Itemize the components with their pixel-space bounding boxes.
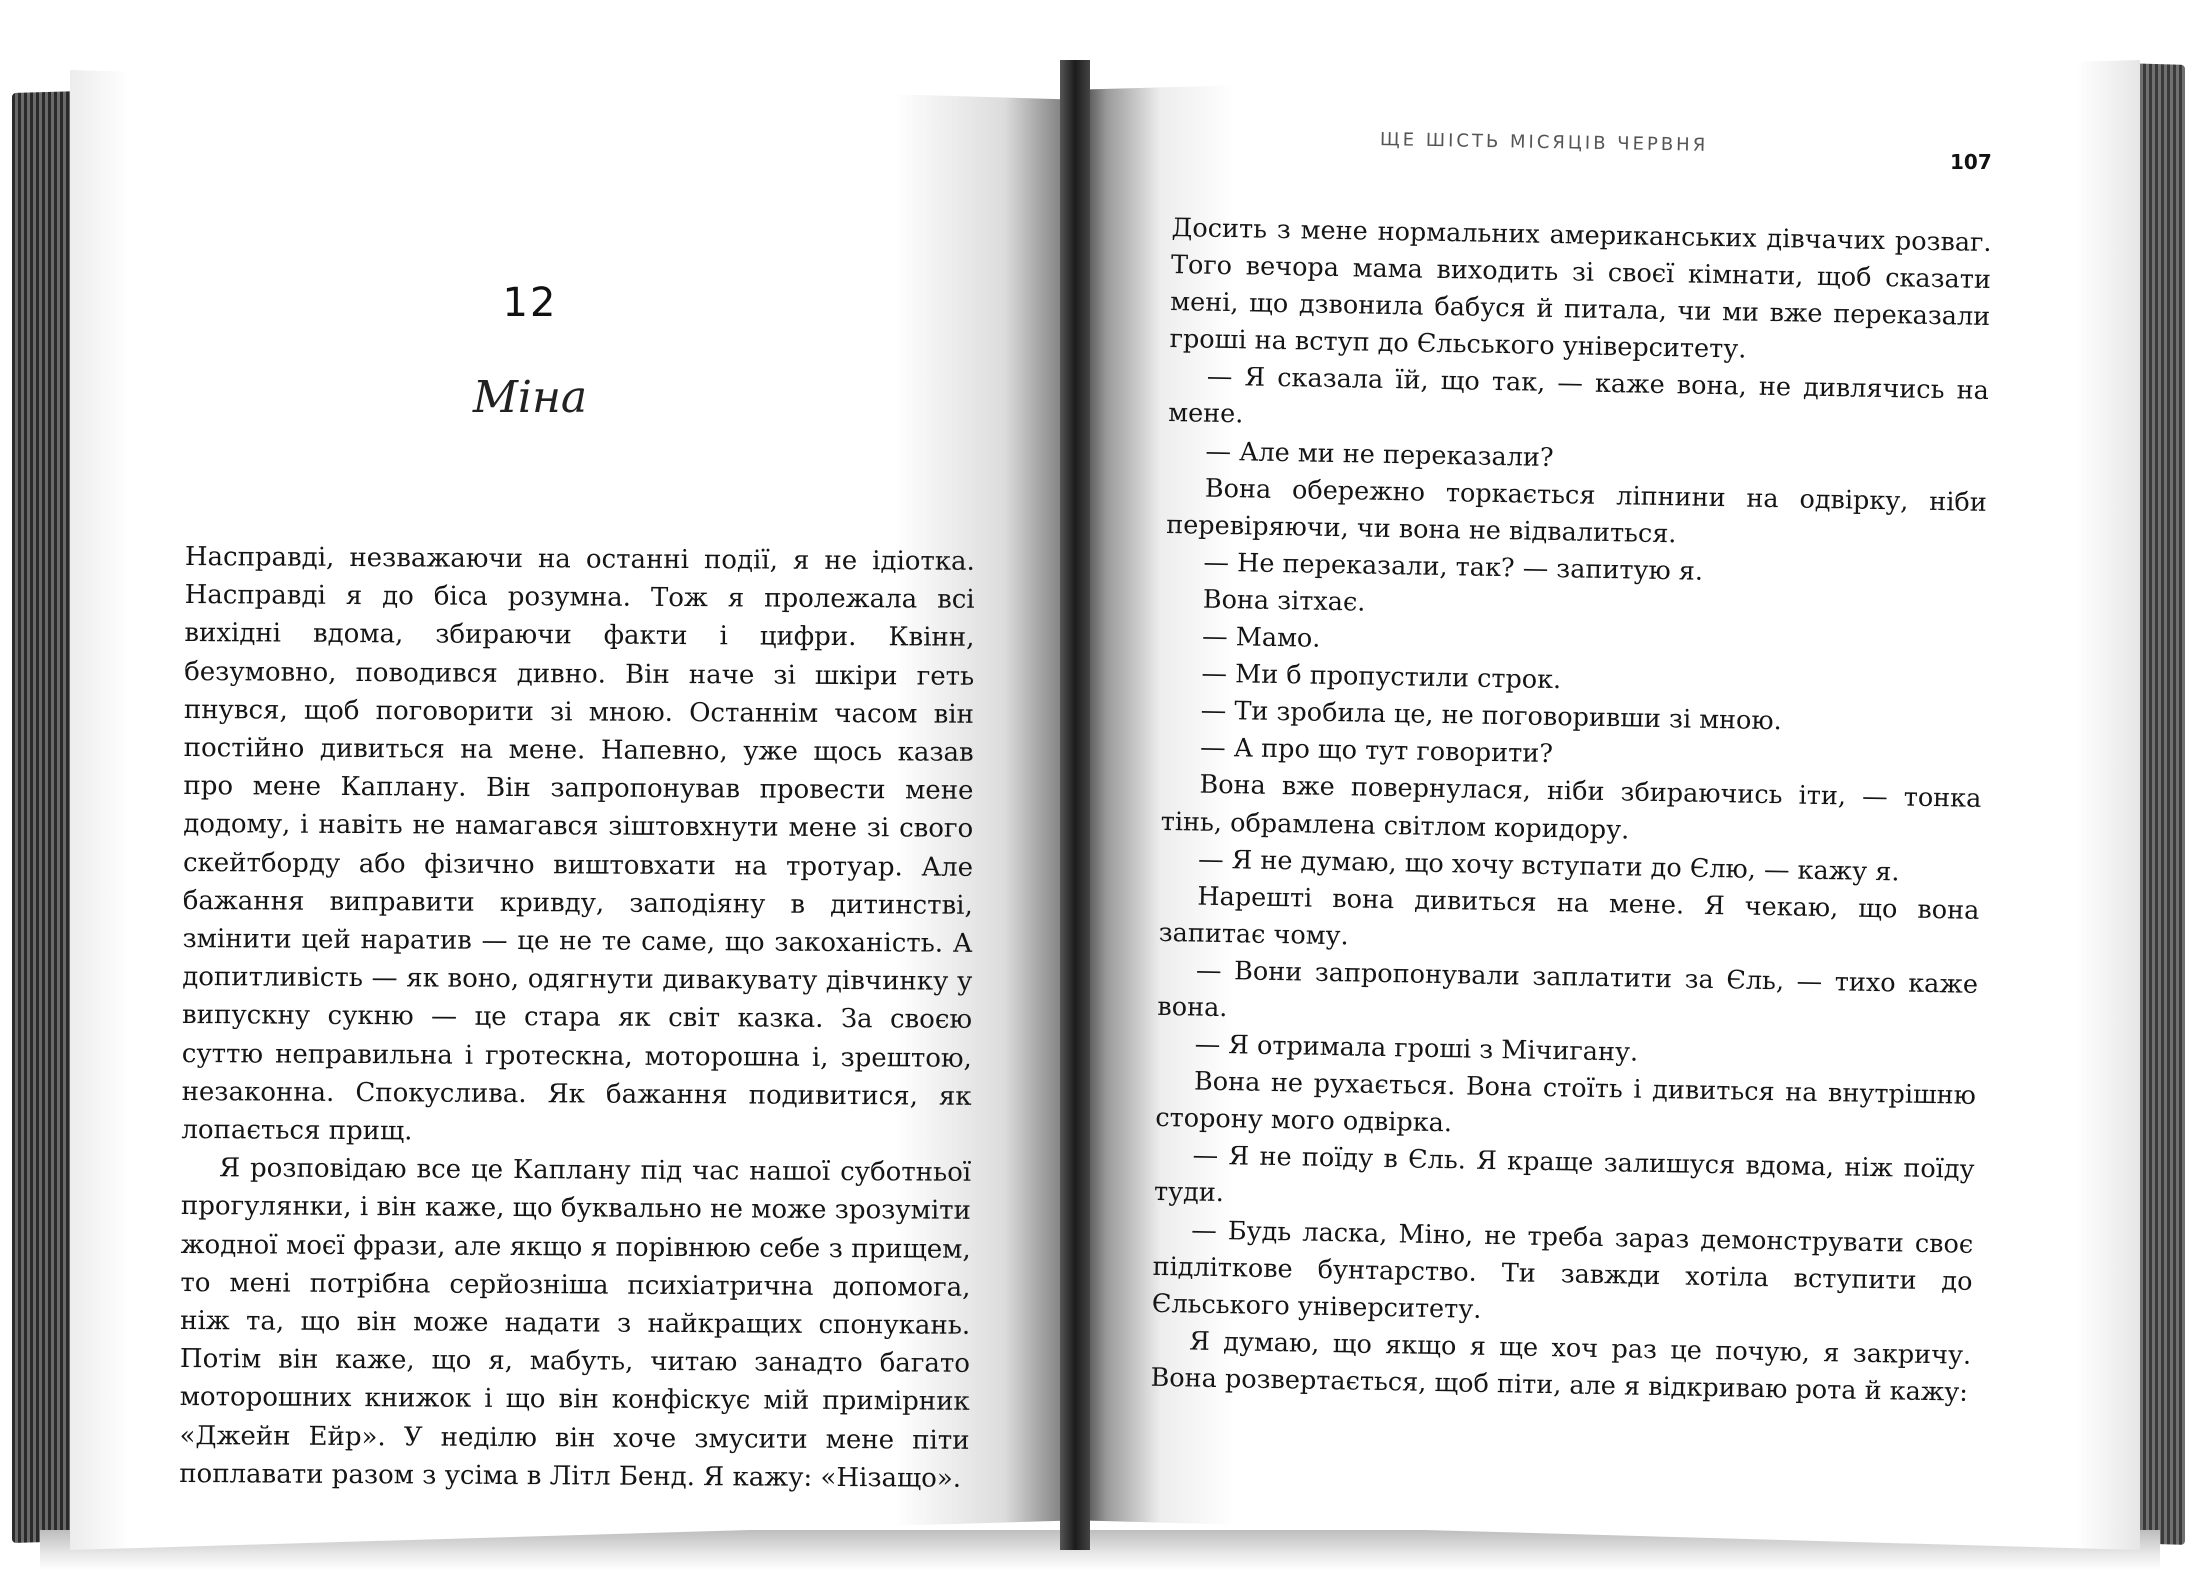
paragraph: — Я отримала гроші з Мічигану.: [1194, 1029, 1639, 1068]
paragraph: Вона зітхає.: [1202, 584, 1366, 618]
paragraph: Я думаю, що якщо я ще хоч раз це почую, я закричу. Вона розвертається, щоб піти, але я відкриваю рота й кажу:: [1150, 1326, 1972, 1408]
paragraph: — Не переказали, так? — запитую я.: [1203, 547, 1704, 587]
paragraph: — Мамо.: [1201, 621, 1321, 654]
paragraph: Насправді, незважаючи на останні події, я не ідіотка. Насправді я до біса розумна. Тож я пролежала всі вихідні вдома, збираючи факти і цифри. Квінн, безумовно, поводився дивно. Він наче зі шкіри геть пнувся, щоб поговорити зі мною. Останнім часом він постійно дивиться на мене. Напевно, уже щось казав про мене Каплану. Він запропонував провести мене додому, і навіть не намагався зіштовхнути мене зі свого скейтборду або фізично виштовхати на тротуар. Але бажання виправити кривду, заподіяну в дитинстві, змінити цей наратив — це не те саме, що закоханість. А допитливість — як воно, одягнути дивакувату дівчинку у випускну сукню — це стара як світ казка. За своєю суттю неправильна і гротескна, моторошна і, зрештою, незаконна. Спокуслива. Як бажання подивитися, як лопається прищ.: [181, 541, 975, 1147]
paragraph: — А про що тут говорити?: [1199, 732, 1554, 770]
paragraph: — Я не поїду в Єль. Я краще залишуся вдома, ніж поїду туди.: [1153, 1140, 1975, 1209]
chapter-title: Міна: [472, 372, 588, 423]
paragraph: Вона вже повернулася, ніби збираючись іти, — тонка тінь, обрамлена світлом коридору.: [1160, 770, 1982, 845]
running-head: ЩЕ ШІСТЬ МІСЯЦІВ ЧЕРВНЯ: [1379, 129, 1709, 156]
right-page-body: [1150, 210, 1992, 1412]
paragraph: — Я не думаю, що хочу вступати до Єлю, — кажу я.: [1197, 844, 1900, 888]
paragraph: — Вони запропонували заплатити за Єль, — тихо каже вона.: [1157, 955, 1979, 1024]
paragraph: — Я сказала їй, що так, — каже вона, не дивлячись на мене.: [1167, 362, 1990, 430]
paragraph: Вона обережно торкається ліпнини на одвірку, ніби перевіряючи, чи вона не відвалиться.: [1165, 473, 1988, 550]
paragraph: — Будь ласка, Міно, не треба зараз демонструвати своє підліткове бунтарство. Ти завжди хотіла вступити до Єльського університету.: [1151, 1215, 1974, 1325]
paragraph: — Але ми не переказали?: [1205, 436, 1554, 473]
chapter-number: 12: [502, 280, 558, 326]
left-page-body: [179, 538, 975, 1498]
paragraph: Нарешті вона дивиться на мене. Я чекаю, що вона запитає чому.: [1158, 881, 1980, 952]
paragraph: Я розповідаю все це Каплану під час нашої суботньої прогулянки, і він каже, що буквально не може зрозуміти жодної моєї фрази, але якщо я порівнюю себе з прищем, то мені потрібна серйозніша психіатрична допомога, ніж та, що він може надати з найкращих спонукань. Потім він каже, що я, мабуть, читаю занадто багато моторошних книжок і що він конфіскує мій примірник «Джейн Ейр». У неділю він хоче змусити мене піти поплавати разом з усіма в Літл Бенд. Я кажу: «Нізащо».: [179, 1153, 972, 1494]
page-number: 107: [1950, 150, 1992, 174]
paragraph: Досить з мене нормальних американських дівчачих розваг. Того вечора мама виходить зі своєї кімнати, щоб сказати мені, що дзвонила бабуся й питала, чи ми вже переказали гроші на вступ до Єльського університету.: [1169, 212, 1992, 365]
book-gutter: [1060, 60, 1090, 1550]
paragraph: Вона не рухається. Вона стоїть і дивиться на внутрішню сторону мого одвірка.: [1155, 1066, 1977, 1139]
paragraph: — Ти зробила це, не поговоривши зі мною.: [1200, 695, 1782, 737]
paragraph: — Ми б пропустили строк.: [1201, 658, 1562, 696]
